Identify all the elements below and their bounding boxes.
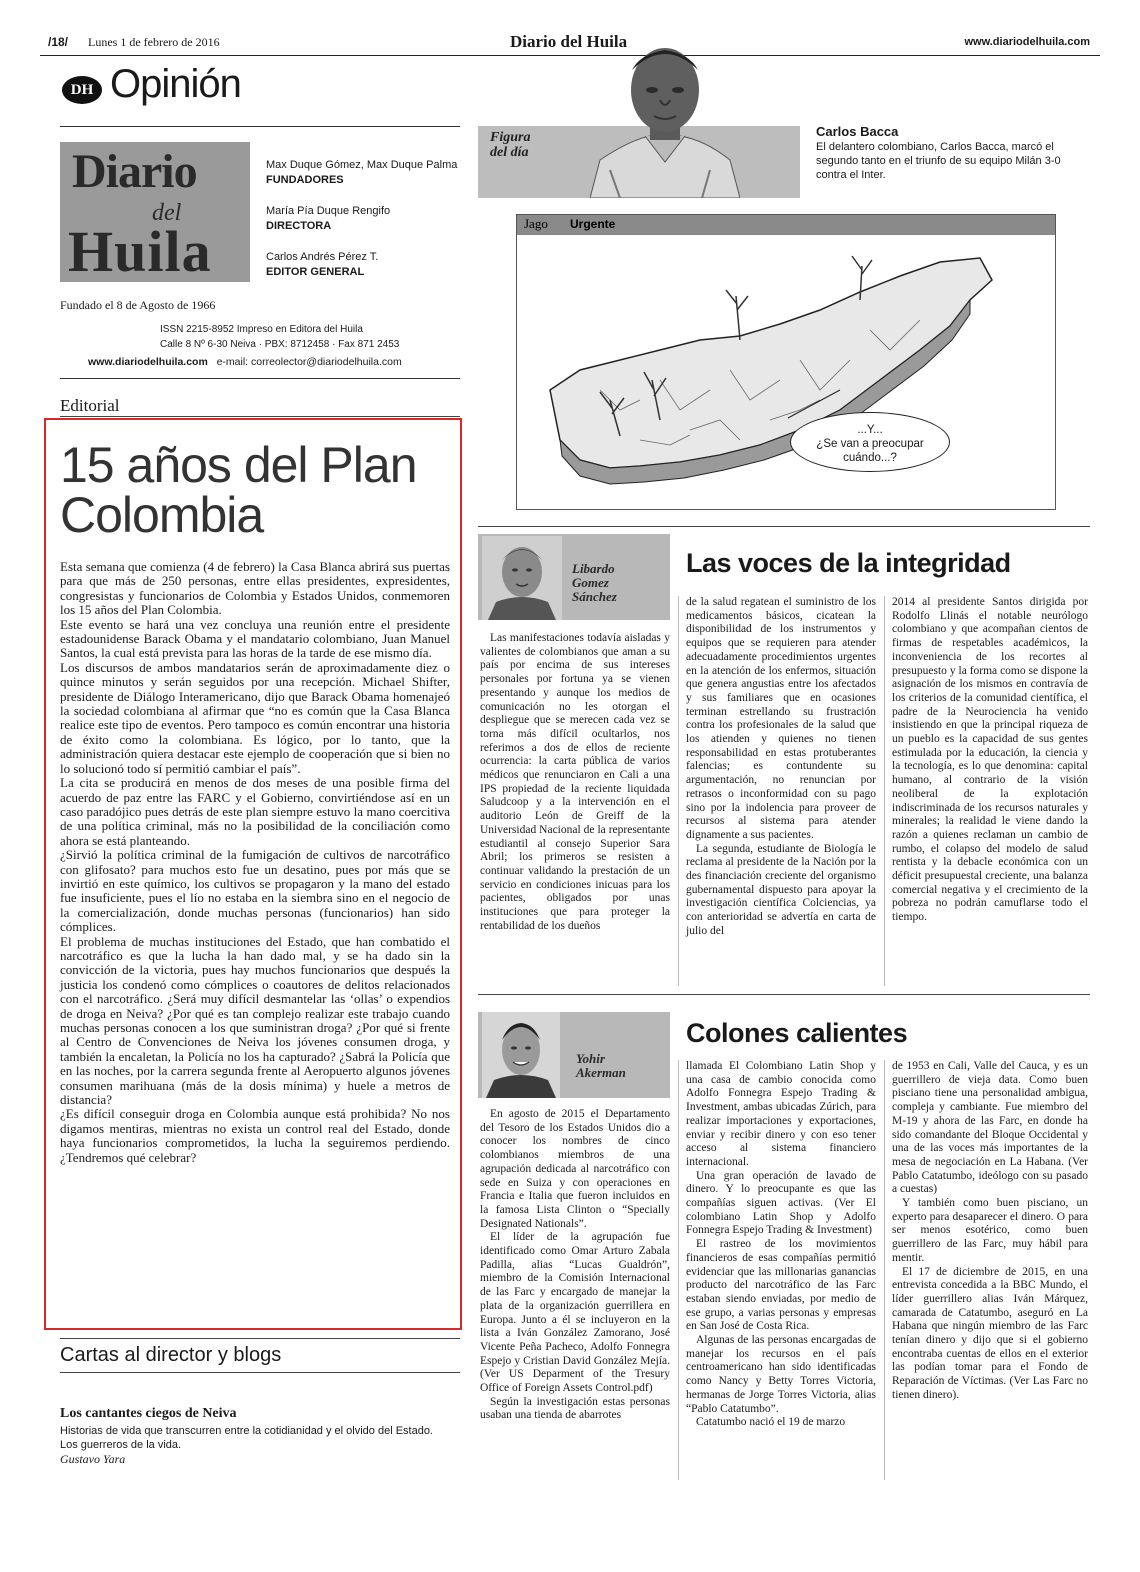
bubble-line2: ¿Se van a preocupar (816, 438, 924, 450)
editor-role: EDITOR GENERAL (266, 266, 365, 278)
column1-author-photo (482, 536, 562, 620)
column1-author-line3: Sánchez (572, 589, 617, 604)
editorial-title: 15 años del Plan Colombia (60, 437, 417, 543)
editorial-paragraph: Esta semana que comienza (4 de febrero) la Casa Blanca abrirá sus puertas para que más de 250 personas, entre ellas presidentes, expresidentes, congresistas y funcionarios de Colombia y Estados Unidos, conmemoren los 15 años del Plan Colombia. (60, 559, 450, 618)
column2-paragraph: El rastreo de los movimientos financieros de esas compañías permitió evidenciar que las millonarias ganancias producto del narcotráfico de las Farc estaban siendo enviadas, por medio de ese grupo, a varias personas y empresas en San José de Costa Rica. (686, 1238, 876, 1333)
carta-author: Gustavo Yara (60, 1452, 126, 1466)
carta-headline[interactable]: Los cantantes ciegos de Neiva (60, 1406, 237, 1421)
column2-author-line1: Yohir (576, 1051, 605, 1066)
masthead-logo (60, 142, 250, 282)
column1-paragraph: 2014 al presidente Santos dirigida por Rodolfo Llinás el notable neurólogo colombiano y que acompañan cientos de firmas de respetables académicos, la inconveniencia de los recortes al presupuesto y la forma como se dispone la asignación de los mismos en contravía de los criterios de la comunidad científica, el padre de la Neurociencia ha venido insistiendo en que la principal riqueza de un pueblo es la capacidad de sus gentes estimulada por la educación, la ciencia y la tecnología, es lo que denomina: capital humano, al contrario de la visión neoliberal de la explotación indiscriminada de los recursos naturales y minerales; la realidad le viene dando la razón a quienes reclaman un cambio de rumbo, el colapso del modelo de salud rentista y la debacle económica con un déficit presupuestal creciente, una balanza comercial negativa y el crecimiento de la pobreza no podrán camuflarse todo el tiempo. (892, 596, 1088, 924)
section-title: Opinión (110, 62, 241, 106)
address-line: Calle 8 Nº 6-30 Neiva · PBX: 8712458 · Fax 871 2453 (160, 339, 400, 350)
player-photo (590, 40, 740, 198)
column1-paragraph: Las manifestaciones todavía aisladas y valientes de colombianos que aman a su país por encima de sus intereses personales por fortuna ya se vienen presentando y aunque los medios de comunicación no les otorgan el despliegue que se merecen cada vez se torna más difícil ocultarlos, nos referimos a dos de ellos de reciente ocurrencia: la carta pública de varios médicos que renunciaron en Cali a una IPS propiedad de la reciente liquidada Saludcoop y a la intervención en el auditorio León de Greiff de la Universidad Nacional de la representante estudiantil al consejo Superior Sara Abril; los primeros se resisten a continuar validando la prestación de un servicio en condiciones inicuas para los pacientes, obligados por unas instituciones que para proteger la rentabilidad de los dueños (480, 632, 670, 932)
column2-paragraph: Según la investigación estas personas usaban una tienda de abarrotes (480, 1395, 670, 1422)
column1-top-rule (478, 526, 1090, 527)
director-name: María Pía Duque Rengifo (266, 205, 391, 217)
column-divider (678, 596, 679, 986)
editorial-paragraph: El problema de muchas instituciones del Estado, que han combatido el narcotráfico es que la lucha la han dado mal, y se ha dado sin la convicción de la victoria, pues hay muchos funcionarios que después la justicia los condenó como cómplices o coautores de delitos relacionados con el narcotráfico. ¿Será muy difícil desmantelar las ‘ollas’ o expendios de droga en Neiva? ¿Por qué es tan complejo realizar este trabajo cuando muchas personas conocen a los que suministran droga? ¿Por qué si frente al Centro de Convenciones de Neiva los jóvenes consumen droga, y también la encaletan, la Policía no los ha capturado? ¿Sabrá la Policía que en las noches, por la carrera segunda frente al Aeropuerto algunos jóvenes consumen marihuana (más de la dosis mínima) y huele a metros de distancia? (60, 933, 450, 1108)
column2-author-name (576, 1052, 626, 1080)
column2-paragraph: Algunas de las personas encargadas de manejar los recursos en el país centroamericano han sido identificadas como Nancy y Betty Torres Victoria, hermanas de Jorge Torres Victoria, alias “Pablo Catatumbo”. (686, 1334, 876, 1415)
header-url[interactable]: www.diariodelhuila.com (964, 36, 1090, 48)
editorial-paragraph: La cita se producirá en menos de dos meses de una posible firma del acuerdo de paz entre las FARC y el Gobierno, convirtiéndose así en un caso paradójico pues detrás de este plan siempre estuvo la mano coercitiva de una política criminal, más no la posibilidad de la conciliación como ahora se está planteando. (60, 775, 450, 848)
figura-label-line2: del día (490, 145, 529, 160)
editorial-rule (60, 416, 460, 417)
masthead-logo-line2: del (152, 200, 182, 226)
column2-paragraph: llamada El Colombiano Latin Shop y una casa de cambio conocida como Adolfo Fonnegra Espejo Trading & Investment, ambas ubicadas Zúrich, para realizar importaciones y exportaciones, enviar y recibir dinero y con eso tener acceso al sistema financiero internacional. (686, 1060, 876, 1168)
cartas-bottom-rule (60, 1372, 460, 1373)
column1-paragraph: La segunda, estudiante de Biología le reclama al presidente de la Nación por la des financiación creciente del organismo gubernamental dispuesto para apoyar la investigación científica Colciencias, ya con anterioridad se advertía en carta de julio del (686, 842, 876, 937)
page-number: /18/ (48, 35, 69, 49)
column2-text-a (480, 1108, 670, 1423)
staff-founders (266, 158, 457, 188)
cartas-title: Cartas al director y blogs (60, 1344, 282, 1366)
column1-text-a (480, 632, 670, 933)
bubble-line3: cuándo...? (843, 452, 897, 464)
newspaper-name: Diario del Huila (510, 32, 628, 51)
column2-text-b (686, 1060, 876, 1430)
staff-editor (266, 250, 378, 280)
email-link[interactable]: e-mail: correolector@diariodelhuila.com (216, 356, 402, 368)
column2-paragraph: Catatumbo nació el 19 de marzo (696, 1416, 846, 1429)
editorial-paragraph: ¿Sirvió la política criminal de la fumigación de cultivos de narcotráfico con glifosato? para muchos esto fue un desatino, pues por más que se invirtió en este químico, los cultivos se propagaron y la mano del estado fue insuficiente, pues el lío no estaba en la siembra sino en el negocio de la comercialización, donde muchas personas (funcionarios) han sido cómplices. (60, 847, 450, 935)
column1-text-b (686, 596, 876, 939)
cartoon-author: Jago (524, 216, 548, 231)
director-role: DIRECTORA (266, 220, 332, 232)
masthead-bottom-rule (60, 378, 460, 379)
column2-paragraph: Y también como buen pisciano, un experto para desaparecer el dinero. O para ser menos esotérico, como buen guerrillero de las Farc, muy hábil para mentir. (892, 1197, 1088, 1264)
column1-paragraph: de la salud regatean el suministro de los medicamentos básicos, cicatean la disponibilidad de los instrumentos y equipos que se requieren para atender adecuadamente procedimientos urgentes en la atención de los enfermos, situación que genera angustias entre los afectados y sus familiares que en ocasiones terminan estrellando su frustración contra los profesionales de la salud que los atienden y quienes no tienen responsabilidad en estas protuberantes falencias; es contundente su argumentación, no renuncian por retrasos o inconformidad con su pago sino por la indolencia para proveer de recursos al sistema para atender dignamente a sus pacientes. (686, 596, 876, 841)
column-divider (884, 596, 885, 986)
column2-paragraph: Una gran operación de lavado de dinero. Y lo preocupante es que las compañías siguen activas. (Ver El colombiano Latin Shop y Adolfo Fonnegra Espejo Trading & Investment) (686, 1169, 876, 1237)
figura-label (490, 130, 530, 160)
column1-author-name (572, 562, 617, 604)
column2-headline: Colones calientes (686, 1018, 908, 1048)
masthead-contact (160, 322, 399, 352)
column2-author-line2: Akerman (576, 1065, 626, 1080)
speech-bubble (790, 412, 950, 472)
carta-description: Historias de vida que transcurren entre la cotidianidad y el olvido del Estado. Los guerreros de la vida. (60, 1425, 433, 1451)
column1-author-line2: Gomez (572, 575, 609, 590)
column-divider (678, 1060, 679, 1480)
bubble-line1: ...Y... (857, 424, 883, 436)
editorial-body (60, 560, 450, 1165)
masthead-web (88, 356, 402, 368)
website-link[interactable]: www.diariodelhuila.com (88, 356, 208, 368)
column2-paragraph: En agosto de 2015 el Departamento del Tesoro de los Estados Unidos dio a conocer los nombres de cinco colombianos miembros de una agrupación dedicada al narcotráfico con sede en Suiza y con operaciones en Francia e Italia que fueron incluidos en la famosa Lista Clinton o “Specially Designated Nationals”. (480, 1108, 670, 1230)
editor-name: Carlos Andrés Pérez T. (266, 251, 379, 263)
founders-names: Max Duque Gómez, Max Duque Palma (266, 159, 458, 171)
masthead-top-rule (60, 126, 460, 127)
column1-text-c (892, 596, 1088, 925)
figura-description: El delantero colombiano, Carlos Bacca, marcó el segundo tanto en el triunfo de su equipo Milán 3-0 contra el Inter. (816, 141, 1061, 181)
column2-top-rule (478, 994, 1090, 995)
issue-date: Lunes 1 de febrero de 2016 (88, 35, 220, 49)
masthead-logo-line1: Diario (72, 145, 197, 198)
column2-text-c (892, 1060, 1088, 1403)
column2-paragraph: de 1953 en Cali, Valle del Cauca, y es un guerrillero de vieja data. Como buen pisciano tiene una personalidad ambigua, compleja y cambiante. Fue miembro del M-19 y ahora de las Farc, en donde ha sido comandante del Bloque Occidental y una de las voces más importantes de la mesa de negociación en La Habana. (Ver Pablo Catatumbo, ideólogo con su pasado a cuestas) (892, 1060, 1088, 1196)
editorial-paragraph: ¿Es difícil conseguir droga en Colombia aunque está prohibida? No nos digamos mentiras, mientras no exista un control real del Estado, donde haya funcionarios comprometidos, la lucha la seguiremos perdiendo. ¿Tendremos qué celebrar? (60, 1106, 450, 1165)
figura-label-line1: Figura (490, 130, 531, 145)
column1-headline: Las voces de la integridad (686, 548, 1011, 578)
column1-author-line1: Libardo (572, 561, 615, 576)
founders-role: FUNDADORES (266, 174, 344, 186)
masthead-logo-line3: Huila (68, 219, 212, 284)
page-header (40, 32, 1100, 56)
cartas-top-rule (60, 1338, 460, 1339)
column2-paragraph: El líder de la agrupación fue identificado como Omar Arturo Zabala Padilla, alias “Lucas Gualdrón”, miembro de la Comisión Internacional de las Farc y encargado de manejar la plata de la organización guerrillera en Europa. Junto a él se incluyeron en la lista a Iván González Zamorano, José Vicente Peña Pacheco, Adolfo Fonnegra Espejo y Cristian David González Mejía. (Ver US Deparment of the Tresury Office of Foreign Assets Control.pdf) (480, 1231, 670, 1395)
staff-director (266, 204, 390, 234)
issn-line: ISSN 2215-8952 Impreso en Editora del Huila (160, 324, 363, 335)
column2-author-photo (482, 1012, 560, 1098)
cartoon-title: Urgente (570, 217, 616, 231)
editorial-paragraph: Los discursos de ambos mandatarios serán de aproximadamente diez o quince minutos y serán seguidos por una recepción. Michael Shifter, presidente de Diálogo Interamericano, dijo que Barack Obama homenajeó la sociedad colombiana al afirmar que “no es común que la Casa Blanca realice este tipo de eventos. Pero tampoco es común encontrar una historia de éxito como la colombiana. Es lógico, por lo tanto, que la administración quiera destacar este ejemplo de cooperación que si bien no lo solucionó todo sí permitió cambiar el país”. (60, 659, 450, 776)
column2-paragraph: El 17 de diciembre de 2015, en una entrevista concedida a la BBC Mundo, el líder guerrillero alias Iván Márquez, camarada de Catatumbo, aseguró en La Habana que ningún miembro de las Farc tenían dinero y dijo que si el gobierno encontraba cuentas de ellos en el exterior las podían tomar para el Fondo de Reparación de Víctimas. (Ver Las Farc no tienen dinero). (892, 1265, 1088, 1401)
column-divider (884, 1060, 885, 1480)
figura-name: Carlos Bacca (816, 124, 899, 139)
editorial-paragraph: Este evento se hará una vez concluya una reunión entre el presidente estadounidense Barack Obama y el mandatario colombiano, Juan Manuel Santos, la cual está prevista para las horas de la tarde de ese mismo día. (60, 616, 450, 661)
editorial-label: Editorial (60, 396, 120, 415)
dh-logo: DH (62, 76, 102, 104)
founded-date: Fundado el 8 de Agosto de 1966 (60, 298, 216, 312)
